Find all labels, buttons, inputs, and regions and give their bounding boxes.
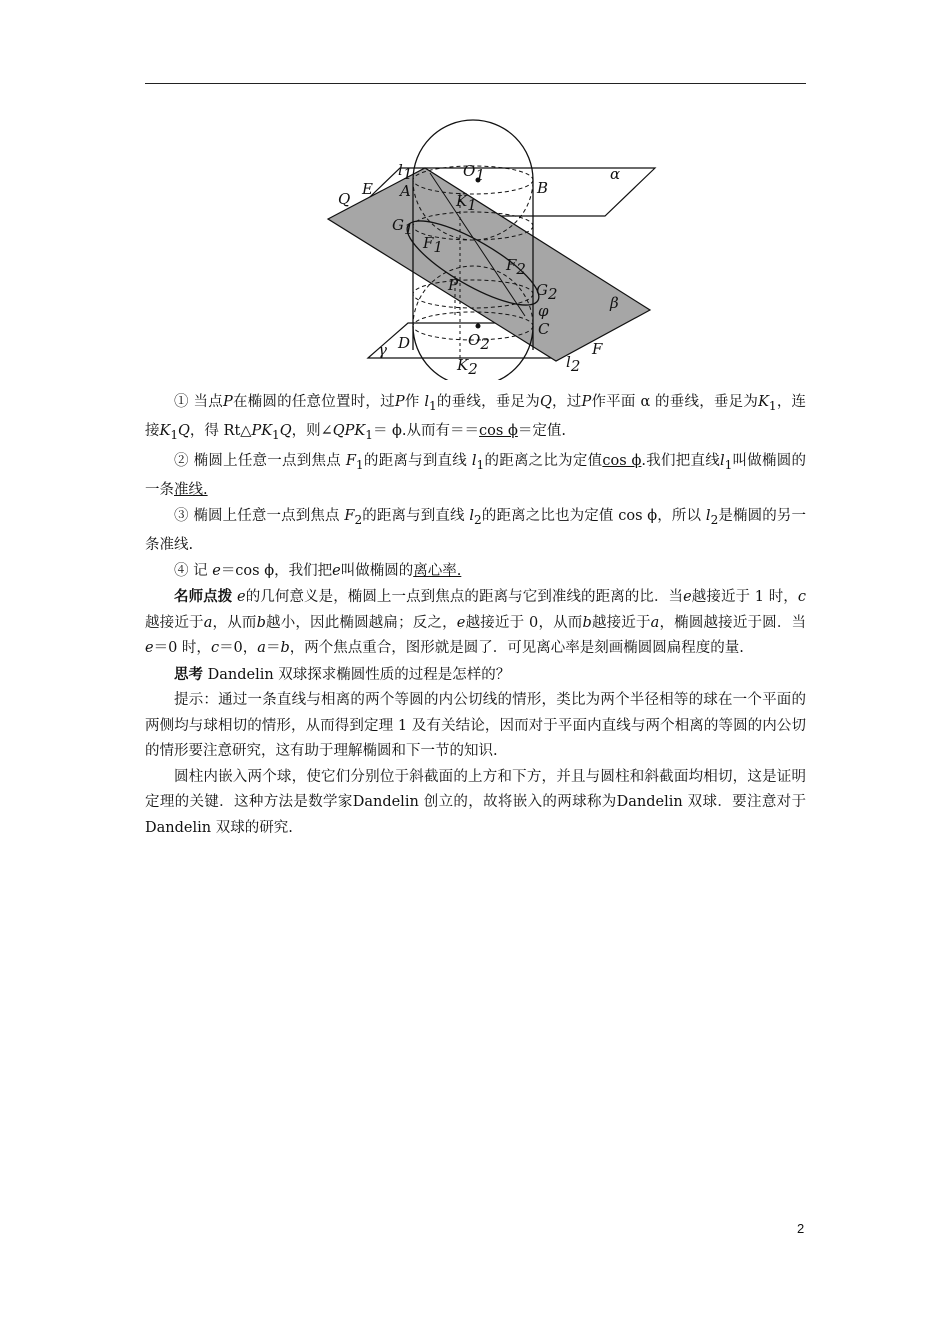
label-phi: φ <box>538 302 549 320</box>
label-l2: l2 <box>566 353 581 375</box>
label-b: B <box>537 179 549 197</box>
label-beta: β <box>610 294 619 312</box>
point-o2 <box>476 324 481 329</box>
paragraph-6: 思考 Dandelin 双球探求椭圆性质的过程是怎样的？ <box>174 665 511 683</box>
label-q: Q <box>338 190 351 208</box>
label-o2: O2 <box>468 331 490 353</box>
label-k2: K2 <box>457 356 478 378</box>
header-rule <box>145 83 806 84</box>
paragraph-1: ① 当点P在椭圆的任意位置时，过P作 $l_1$的垂线，垂足为Q，过P作平面 α 的垂线，垂足为$K_1$，连接$K_1Q$，得 $Rt\triangle PK_1Q$，则$\angle QPK_1= \phi$.从而有＝＝cos ϕ＝定值. <box>145 394 807 443</box>
label-gamma: γ <box>378 341 387 359</box>
label-a: A <box>400 182 411 200</box>
label-p: P <box>448 276 459 294</box>
label-c: C <box>538 320 550 338</box>
paragraph-3: ③ 椭圆上任意一点到焦点 $F_2$的距离与到直线 $l_2$的距离之比也为定值 cos ϕ，所以 $l_2$是椭圆的另一条准线. <box>145 507 807 554</box>
paragraph-5: 名师点拨 e的几何意义是，椭圆上一点到焦点的距离与它到准线的距离的比．当e越接近于 1 时，c越接近于a，从而b越小，因此椭圆越扁；反之，e越接近于 0，从而b越接近于a，椭圆越接近于圆．当e＝0 时，c＝0，a＝b，两个焦点重合，图形就是圆了．可见离心率是刻画椭圆圆扁程度的量. <box>145 588 807 657</box>
paragraph-7: 提示：通过一条直线与相离的两个等圆的内公切线的情形，类比为两个半径相等的球在一个平面的两侧均与球相切的情形，从而得到定理 1 及有关结论，因而对于平面内直线与两个相离的等圆的内公切的情形要注意研究，这有助于理解椭圆和下一节的知识. <box>145 692 806 760</box>
paragraph-2: ② 椭圆上任意一点到焦点 $F_1$的距离与到直线 $l_1$的距离之比为定值cos ϕ.我们把直线$l_1$叫做椭圆的一条准线. <box>145 452 807 499</box>
label-d: D <box>398 334 411 352</box>
label-f1: F1 <box>423 234 443 256</box>
label-g1: G1 <box>392 216 414 238</box>
label-e: E <box>362 180 373 198</box>
label-k1: K1 <box>456 192 477 214</box>
dandelin-spheres-figure <box>320 118 660 380</box>
label-f: F <box>592 340 603 358</box>
label-o1: O1 <box>463 162 485 184</box>
label-l1: l1 <box>398 161 413 183</box>
label-alpha: α <box>610 165 621 183</box>
page-number: 2 <box>797 1221 805 1236</box>
document-body <box>145 390 806 841</box>
dandelin-diagram <box>320 118 660 380</box>
label-f2: F2 <box>506 256 526 278</box>
label-g2: G2 <box>536 281 558 303</box>
paragraph-4: ④ 记 e＝cos ϕ，我们把e叫做椭圆的离心率. <box>174 562 462 579</box>
paragraph-8: 圆柱内嵌入两个球，使它们分别位于斜截面的上方和下方，并且与圆柱和斜截面均相切，这是证明定理的关键．这种方法是数学家Dandelin 创立的，故将嵌入的两球称为Dandelin 双球．要注意对于Dandelin 双球的研究. <box>145 768 806 836</box>
